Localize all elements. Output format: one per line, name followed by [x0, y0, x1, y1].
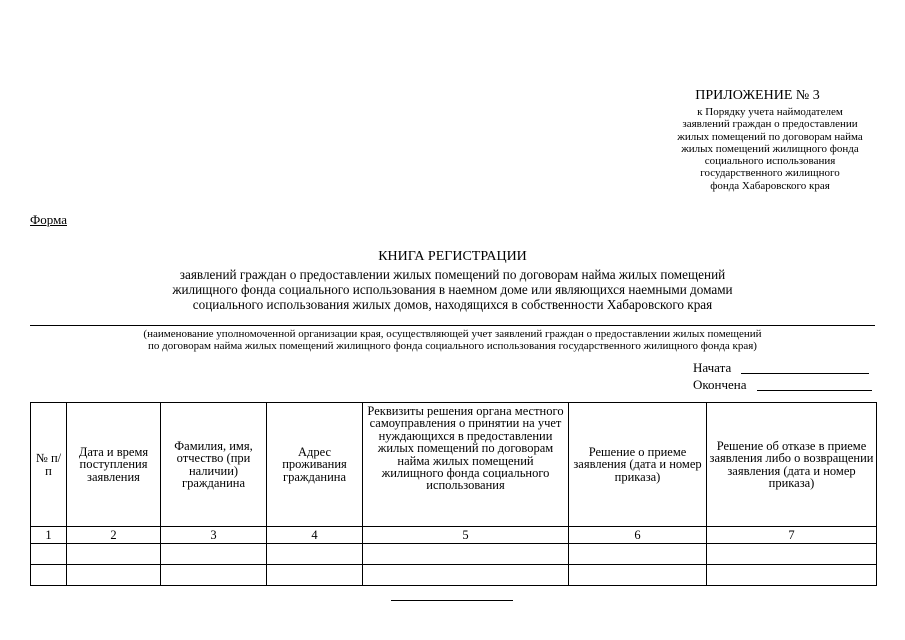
- finished-date-line: [757, 390, 872, 391]
- column-number: 5: [363, 527, 569, 544]
- document-subtitle: [90, 268, 815, 312]
- appendix-line: социального использования: [704, 155, 836, 168]
- table-row: [31, 544, 877, 565]
- finished-label: Окончена: [693, 377, 747, 392]
- footnote-separator: [391, 600, 513, 601]
- table-cell: [67, 544, 161, 565]
- table-cell: [569, 544, 707, 565]
- column-header: Реквизиты решения органа местного самоуправления о принятии на учет нуждающихся в предоставлении жилых помещений по договорам найма жилых помещений жилищного фонда социального использования: [363, 403, 569, 527]
- column-header: Решение о приеме заявления (дата и номер приказа): [569, 403, 707, 527]
- table-cell: [267, 544, 363, 565]
- column-header: Решение об отказе в приеме заявления либо о возвращении заявления (дата и номер приказа): [707, 403, 877, 527]
- table-row: [31, 565, 877, 586]
- subtitle-line: заявлений граждан о предоставлении жилых помещений по договорам найма жилых помещений: [179, 267, 726, 282]
- subtitle-line: жилищного фонда социального использования в наемном доме или являющихся наемными домами: [172, 281, 733, 297]
- table-cell: [707, 544, 877, 565]
- appendix-line: жилых помещений жилищного фонда: [681, 142, 859, 155]
- table-cell: [161, 565, 267, 586]
- appendix-line: жилых помещений по договорам найма: [677, 130, 863, 143]
- organization-caption: [45, 328, 860, 352]
- document-title: КНИГА РЕГИСТРАЦИИ: [378, 249, 527, 264]
- column-header: Фамилия, имя, отчество (при наличии) гражданина: [161, 403, 267, 527]
- column-number: 7: [707, 527, 877, 544]
- appendix-line: фонда Хабаровского края: [710, 179, 830, 192]
- subtitle-line: социального использования жилых домов, находящихся в собственности Хабаровского края: [192, 296, 713, 312]
- appendix-reference: [620, 106, 905, 192]
- column-number: 2: [67, 527, 161, 544]
- appendix-title: ПРИЛОЖЕНИЕ № 3: [695, 88, 820, 103]
- table-cell: [31, 565, 67, 586]
- column-header: Адрес проживания гражданина: [267, 403, 363, 527]
- table-cell: [569, 565, 707, 586]
- table-cell: [161, 544, 267, 565]
- column-number: 3: [161, 527, 267, 544]
- column-number-row: [31, 527, 877, 544]
- caption-line: по договорам найма жилых помещений жилищного фонда социального использования государственного жилищного фонда края): [148, 340, 757, 352]
- appendix-line: к Порядку учета наймодателем: [697, 106, 843, 118]
- column-number: 6: [569, 527, 707, 544]
- column-number: 4: [267, 527, 363, 544]
- column-header: № п/п: [31, 403, 67, 527]
- table-cell: [363, 565, 569, 586]
- registration-table: [30, 402, 877, 586]
- table-cell: [267, 565, 363, 586]
- column-header: Дата и время поступления заявления: [67, 403, 161, 527]
- table-header-row: [31, 403, 877, 527]
- table-cell: [707, 565, 877, 586]
- column-number: 1: [31, 527, 67, 544]
- form-label: Форма: [30, 212, 67, 227]
- organization-name-line: [30, 325, 875, 326]
- appendix-line: государственного жилищного: [700, 167, 840, 180]
- caption-line: (наименование уполномоченной организации края, осуществляющей учет заявлений граждан о предоставлении жилых помещений: [143, 328, 762, 340]
- started-label: Начата: [693, 360, 732, 375]
- table-cell: [67, 565, 161, 586]
- table-cell: [363, 544, 569, 565]
- table-cell: [31, 544, 67, 565]
- appendix-line: заявлений граждан о предоставлении: [682, 118, 858, 131]
- started-date-line: [741, 373, 869, 374]
